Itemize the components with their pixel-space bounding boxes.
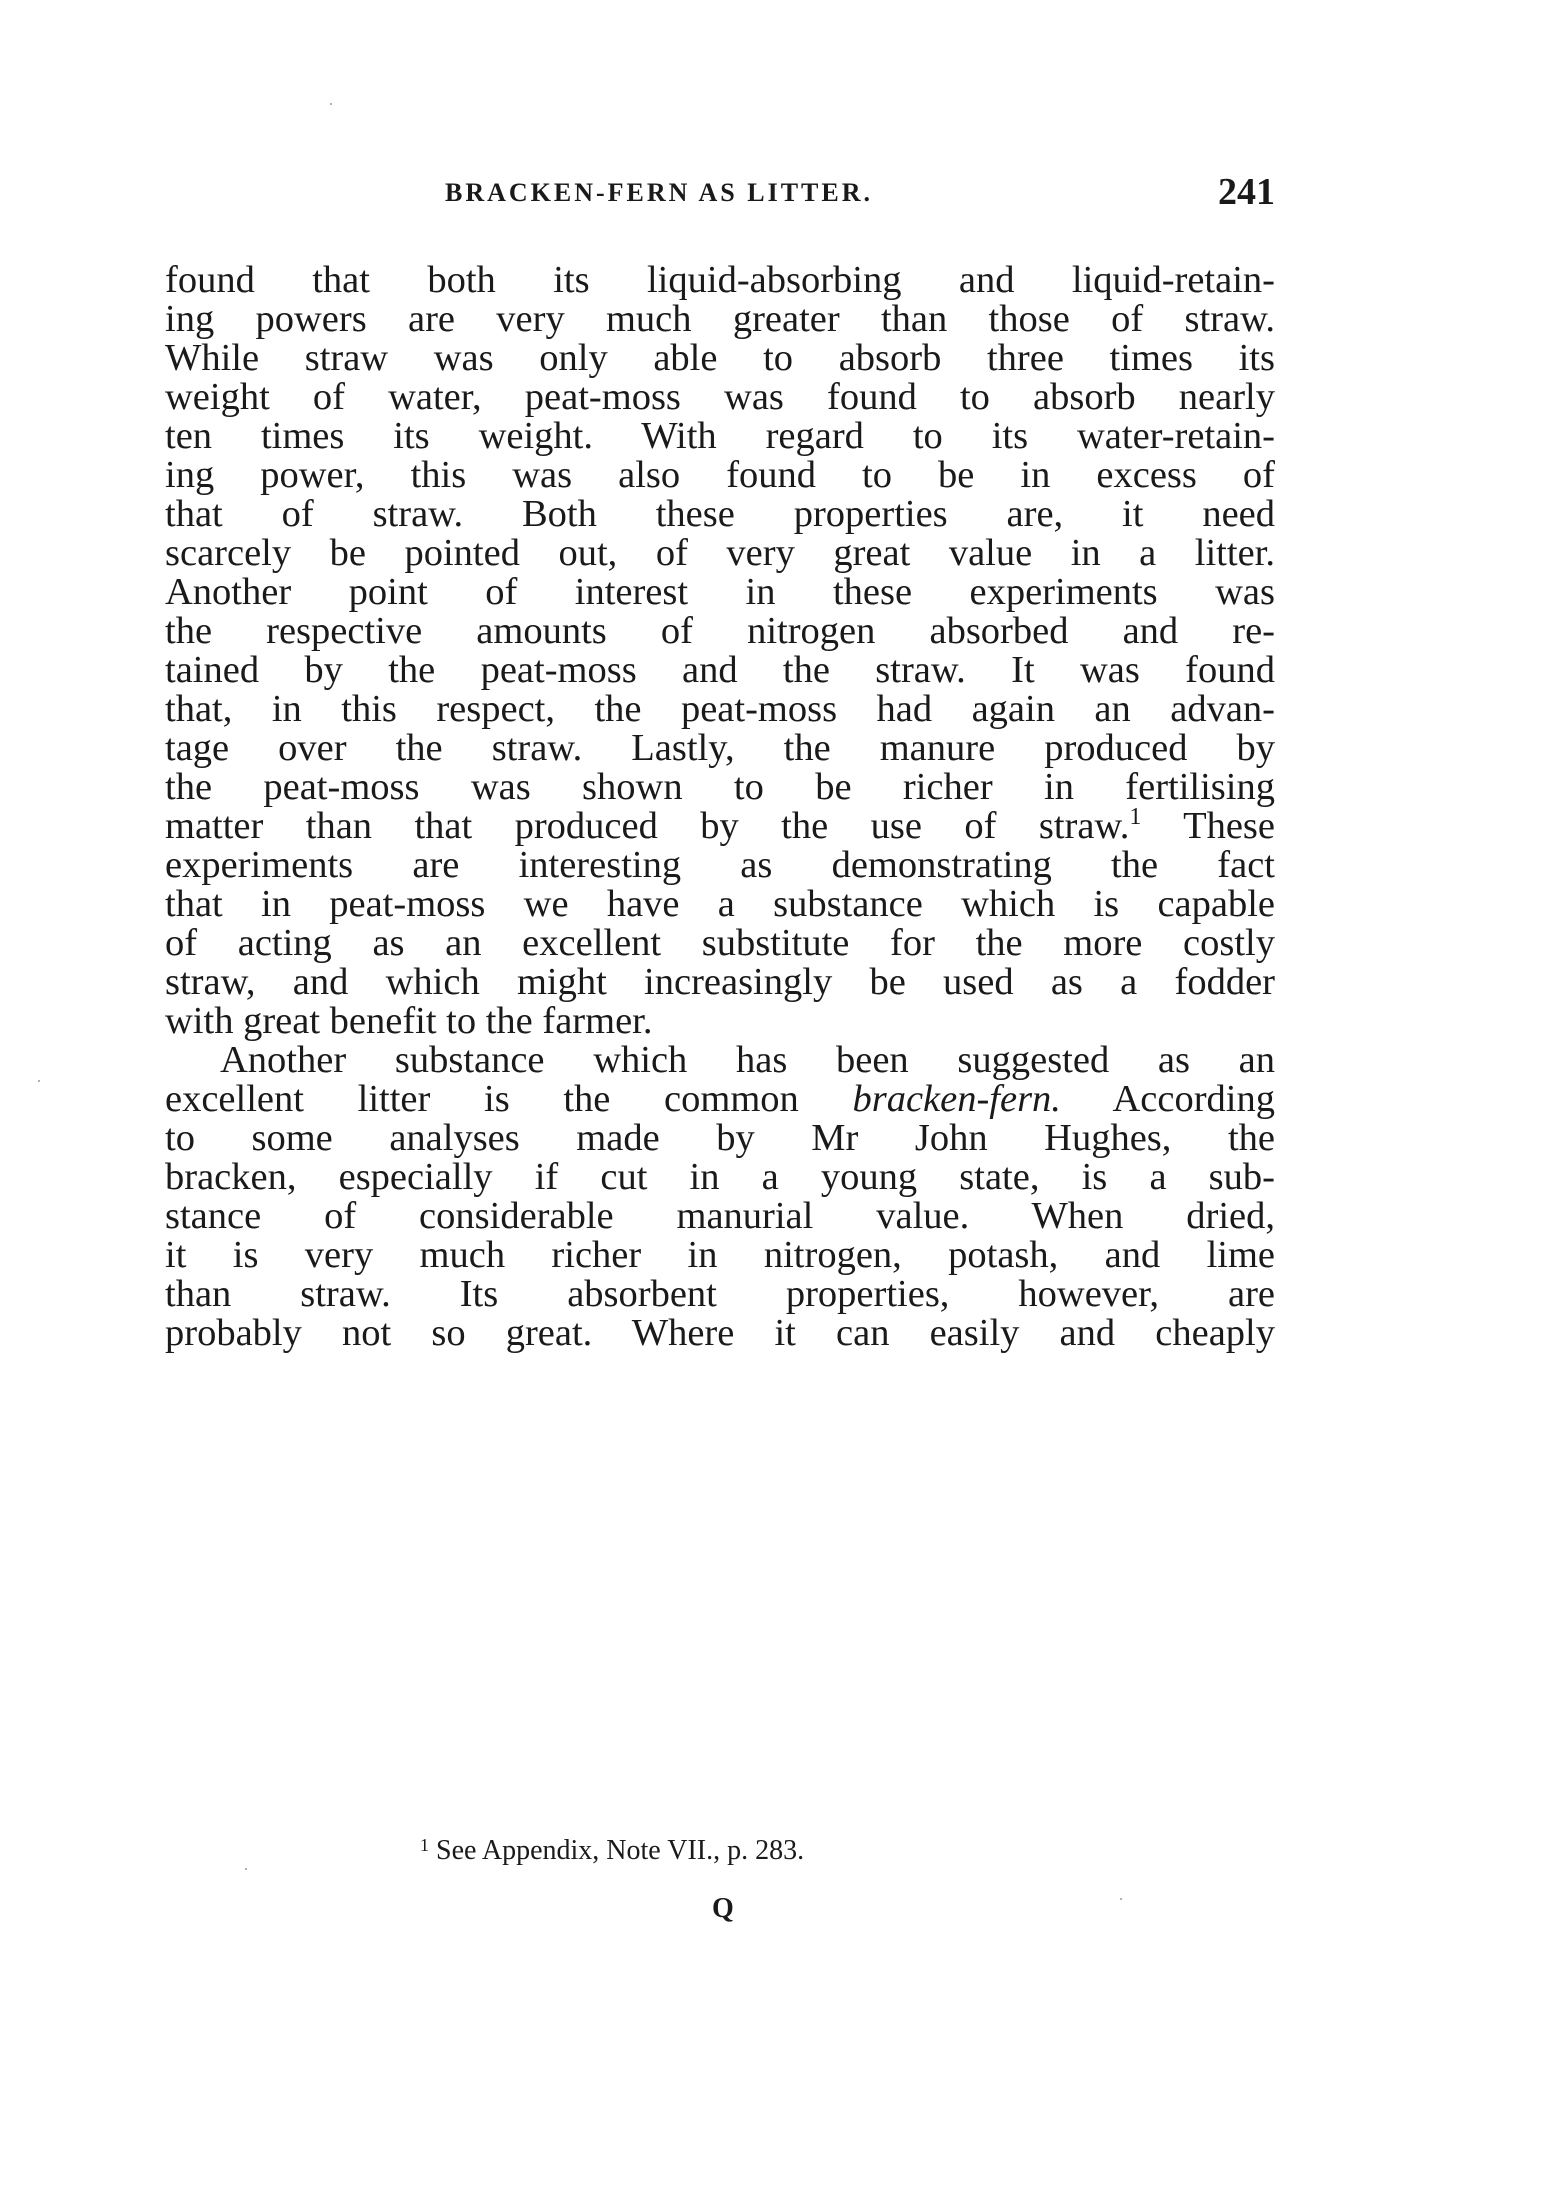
text-line: than straw. Its absorbent properties, however, are xyxy=(165,1273,1275,1315)
text-line: ing powers are very much greater than those of straw. xyxy=(165,298,1275,340)
text-segment: excellent litter is the common xyxy=(165,1078,853,1120)
text-line: Another point of interest in these experiments was xyxy=(165,571,1275,613)
page-number: 241 xyxy=(1218,171,1275,213)
text-line: straw, and which might increasingly be used as a fodder xyxy=(165,961,1275,1003)
page-header xyxy=(165,170,1275,220)
text-line: that, in this respect, the peat-moss had again an advan- xyxy=(165,688,1275,730)
text-line: that of straw. Both these properties are, it need xyxy=(165,493,1275,535)
scan-speck xyxy=(38,1080,40,1082)
text-line xyxy=(165,1077,1275,1121)
text-line xyxy=(165,804,1275,848)
footnote xyxy=(420,1835,804,1867)
footnote-marker: 1 xyxy=(420,1835,429,1855)
text-segment: According xyxy=(1060,1078,1275,1120)
signature-mark: Q xyxy=(712,1893,734,1924)
text-line: with great benefit to the farmer. xyxy=(165,1000,653,1042)
text-line: the peat-moss was shown to be richer in fertilising xyxy=(165,766,1275,808)
text-line: tained by the peat-moss and the straw. It was found xyxy=(165,649,1275,691)
text-line: found that both its liquid-absorbing and liquid-retain- xyxy=(165,259,1275,301)
text-line: bracken, especially if cut in a young state, is a sub- xyxy=(165,1156,1275,1198)
text-segment: These xyxy=(1141,805,1276,847)
text-line: of acting as an excellent substitute for the more costly xyxy=(165,922,1275,964)
text-line: scarcely be pointed out, of very great value in a litter. xyxy=(165,532,1275,574)
text-line: it is very much richer in nitrogen, potash, and lime xyxy=(165,1234,1275,1276)
text-line: stance of considerable manurial value. When dried, xyxy=(165,1195,1275,1237)
text-line: Another substance which has been suggested as an xyxy=(220,1039,1275,1081)
scan-speck xyxy=(1120,1898,1122,1900)
text-line: to some analyses made by Mr John Hughes, the xyxy=(165,1117,1275,1159)
text-line: tage over the straw. Lastly, the manure produced by xyxy=(165,727,1275,769)
text-line: weight of water, peat-moss was found to absorb nearly xyxy=(165,376,1275,418)
footnote-reference[interactable]: 1 xyxy=(1129,804,1142,830)
text-line: ten times its weight. With regard to its water-retain- xyxy=(165,415,1275,457)
text-line: While straw was only able to absorb three times its xyxy=(165,337,1275,379)
text-segment: matter than that produced by the use of straw. xyxy=(165,805,1130,847)
scan-speck xyxy=(245,1868,247,1870)
text-line: that in peat-moss we have a substance which is capable xyxy=(165,883,1275,925)
running-head: BRACKEN-FERN AS LITTER. xyxy=(445,178,874,207)
italic-term: bracken-fern. xyxy=(852,1078,1061,1120)
scan-speck xyxy=(330,103,332,105)
footnote-text: See Appendix, Note VII., p. 283. xyxy=(436,1835,805,1866)
text-line: ing power, this was also found to be in excess of xyxy=(165,454,1275,496)
text-line: experiments are interesting as demonstrating the fact xyxy=(165,844,1275,886)
text-line: probably not so great. Where it can easily and cheaply xyxy=(165,1312,1275,1354)
text-line: the respective amounts of nitrogen absorbed and re- xyxy=(165,610,1275,652)
